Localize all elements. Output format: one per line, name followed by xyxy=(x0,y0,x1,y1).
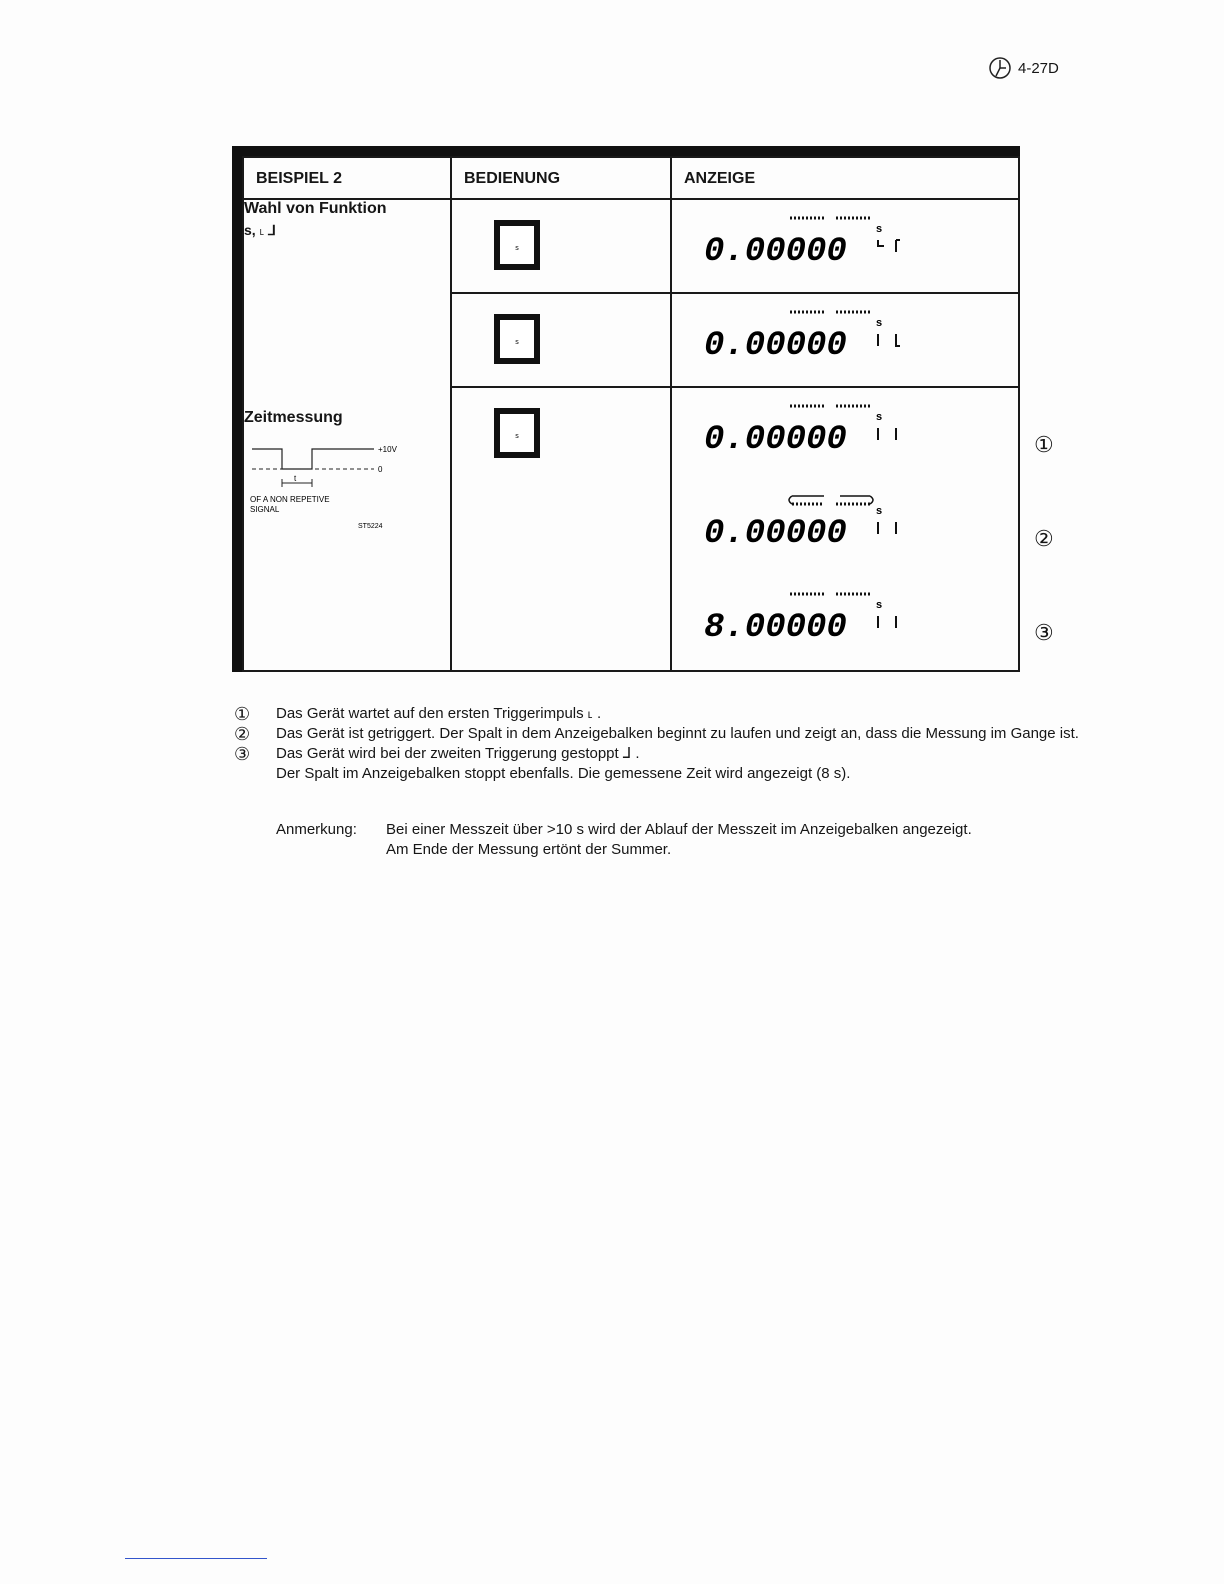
lcd-unit-2: s xyxy=(876,317,883,329)
page-number-text: 4-27D xyxy=(1018,59,1059,77)
signal-caption-1: OF A NON REPETIVE xyxy=(250,495,330,504)
signal-t-label: t xyxy=(294,474,297,483)
legend-item: Der Spalt im Anzeigebalken stoppt ebenfalls. Die gemessene Zeit wird angezeigt (8 s). xyxy=(276,765,851,782)
example-table xyxy=(242,156,1020,672)
header-beispiel: BEISPIEL 2 xyxy=(243,157,451,199)
lcd-unit-3: s xyxy=(876,411,883,423)
header-bedienung: BEDIENUNG xyxy=(451,157,671,199)
lcd-unit-4: s xyxy=(876,505,883,517)
lcd-digits-4: 0.00000 xyxy=(704,515,847,553)
clock-icon xyxy=(988,56,1012,80)
signal-high-label: +10V xyxy=(378,445,397,454)
legend xyxy=(234,704,1084,784)
legend-item: ② Das Gerät ist getriggert. Der Spalt in dem Anzeigebalken beginnt zu laufen und zeigt an, dass die Messung im Gange ist. xyxy=(234,724,1079,744)
note xyxy=(276,820,972,860)
display-cell-3 xyxy=(671,387,1019,671)
callout-1: ① xyxy=(1034,432,1054,457)
lcd-digits-5: 8.00000 xyxy=(704,609,847,647)
lcd-digits-2: 0.00000 xyxy=(704,327,847,365)
figure-code: ST5224 xyxy=(358,523,383,530)
svg-text:s: s xyxy=(515,339,519,346)
svg-text:s: s xyxy=(515,245,519,252)
footer-rule xyxy=(125,1558,267,1559)
lcd-unit-1: s xyxy=(876,223,883,235)
note-line-1: Bei einer Messzeit über >10 s wird der Ablauf der Messzeit im Anzeigebalken angezeigt. xyxy=(386,821,972,838)
legend-item: ① Das Gerät wartet auf den ersten Triggerimpuls ˪ . xyxy=(234,704,602,724)
note-line-2: Am Ende der Messung ertönt der Summer. xyxy=(386,841,672,858)
operation-cell-3 xyxy=(451,387,671,671)
header-anzeige: ANZEIGE xyxy=(671,157,1019,199)
s-key-2[interactable] xyxy=(492,312,542,366)
example-description xyxy=(243,199,451,671)
example-table-frame xyxy=(232,146,1022,672)
legend-item: ③ Das Gerät wird bei der zweiten Triggerung gestoppt ⅃ . xyxy=(234,744,640,764)
lcd-digits-1: 0.00000 xyxy=(704,233,847,271)
measure-title: Zeitmessung xyxy=(244,409,343,426)
s-key-1[interactable] xyxy=(492,218,542,272)
signal-caption-2: SIGNAL xyxy=(250,505,280,514)
function-title: Wahl von Funktion xyxy=(244,200,387,217)
callout-3: ③ xyxy=(1034,620,1054,645)
operation-cell-1 xyxy=(451,199,671,293)
signal-diagram xyxy=(244,433,414,533)
operation-cell-2 xyxy=(451,293,671,387)
lcd-unit-5: s xyxy=(876,599,883,611)
display-cell-2 xyxy=(671,293,1019,387)
note-label: Anmerkung: xyxy=(276,821,357,838)
signal-low-label: 0 xyxy=(378,465,383,474)
svg-text:s: s xyxy=(515,433,519,440)
s-key-3[interactable] xyxy=(492,406,542,460)
callout-2: ② xyxy=(1034,526,1054,551)
page-number xyxy=(988,56,1059,80)
function-symbols: s, ˪ ⅃ xyxy=(244,222,276,238)
lcd-digits-3: 0.00000 xyxy=(704,421,847,459)
display-cell-1 xyxy=(671,199,1019,293)
